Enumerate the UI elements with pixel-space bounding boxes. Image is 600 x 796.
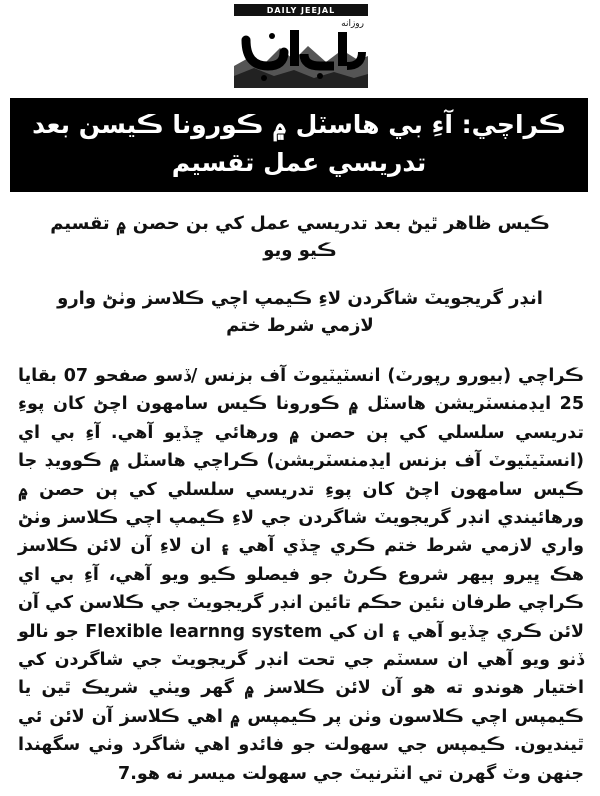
article-headline: ڪراچي: آءِ بي هاسٽل ۾ ڪورونا ڪيسن بعد تدريسي عمل تقسيم [10, 98, 588, 192]
article-body: ڪراچي (بيورو رپورٽ) انسٽيٽيوٽ آف بزنس /ڏسو صفحو 07 بقايا 25 ايڊمنسٽريشن هاسٽل ۾ ڪورونا ڪيس سامهون اچڻ کان پوءِ تدريسي سلسلي کي ٻن حصن ۾ ورهائي ڇڏيو آهي. آءِ بي اي (انسٽيٽيوٽ آف بزنس ايڊمنسٽريشن) ڪراچي هاسٽل ۾ ڪوويڊ جا ڪيس سامهون اچڻ کان پوءِ تدريسي سلسلي کي ٻن حصن ۾ ورهائيندي انڊر گريجويٽ شاگردن جي لاءِ ڪيمپ اچي ڪلاسز وٺڻ واري لازمي شرط ختم ڪري ڇڏي آهي ۽ ان لاءِ آن لائن ڪلاسز هڪ ڀيرو ٻيهر شروع ڪرڻ جو فيصلو ڪيو ويو آهي، آءِ بي اي ڪراچي طرفان نئين حڪم تائين انڊر گريجويٽ جي ڪلاسن کي آن لائن ڪري ڇڏيو آهي ۽ ان کي Flexible learnng system جو نالو ڏنو ويو آهي ان سسٽم جي تحت انڊر گريجويٽ جي شاگردن کي اختيار هوندو ته هو آن لائن ڪلاسز ۾ گهر ويٺي شريڪ ٿين يا ڪيمپس اچي ڪلاسون وٺن پر ڪيمپس ۾ اهي ڪلاسز آن لائن ئي ٿينديون. ڪيمپس جي سهولت جو فائدو اهي شاگرد وٺي سگهندا جنهن وٽ گهرن تي انٽرنيٽ جي سهولت ميسر نه هو.7 [18, 366, 584, 784]
newspaper-masthead [226, 4, 376, 92]
article-subheading-2: انڊر گريجويٽ شاگردن لاءِ ڪيمپ اچي ڪلاسز وٺڻ وارو لازمي شرط ختم [57, 288, 543, 336]
article-subheading-1: ڪيس ظاهر ٿيڻ بعد تدريسي عمل کي بن حصن ۾ تقسيم ڪيو ويو [50, 213, 550, 261]
masthead-tagline: روزانه [341, 19, 364, 29]
masthead-english-name: DAILY JEEJAL [234, 4, 368, 16]
newspaper-logo [234, 26, 368, 88]
